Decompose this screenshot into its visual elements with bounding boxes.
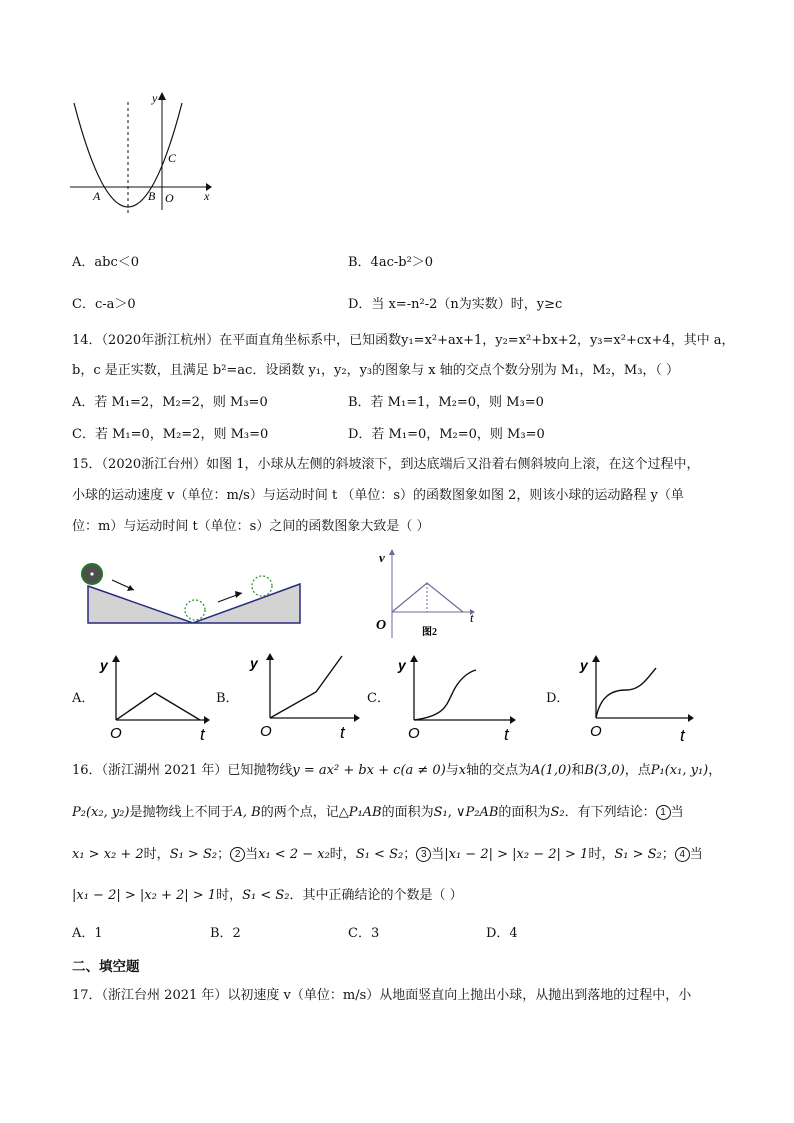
option-c-curve — [414, 670, 476, 720]
point-c-label: C — [168, 151, 177, 165]
circled-3-icon: 3 — [416, 847, 431, 862]
q16-text: 时， — [588, 847, 615, 862]
q16-ab: A, B — [233, 805, 261, 820]
q16-text: 是抛物线上不同于 — [129, 805, 234, 820]
q16-point-p1: P₁(x₁, y₁) — [650, 763, 709, 778]
q16-text: ．其中正确结论的个数是（ ） — [289, 888, 463, 903]
q16-option-a: A．1 — [72, 926, 103, 941]
arrow-up-head — [235, 591, 242, 598]
q16-text: 当 — [245, 847, 259, 862]
ghost-ball-bottom — [185, 600, 205, 620]
option-b-y-label: y — [250, 655, 258, 671]
option-b-origin: O — [260, 723, 272, 740]
q16-text: ，点 — [624, 763, 651, 778]
option-d-t-label: t — [680, 726, 685, 745]
slope-figure — [78, 560, 308, 630]
fig2-caption: 图2 — [422, 627, 437, 638]
velocity-time-figure — [370, 546, 480, 642]
option-d-y-label: y — [580, 657, 588, 673]
option-c-t-label: t — [504, 725, 509, 744]
option-d-origin: O — [590, 723, 602, 740]
q16-text: 当 — [431, 847, 445, 862]
option-c-t-arrow — [510, 716, 516, 724]
q16-condition-4: |x₁ − 2| > |x₂ + 2| > 1 — [72, 888, 217, 903]
q16-text: 当 — [689, 847, 703, 862]
q16-condition-2: x₁ < 2 − x₂ — [258, 847, 330, 862]
option-a-origin: O — [110, 725, 122, 742]
option-d-curve — [596, 668, 656, 718]
q15-option-d-graph — [576, 650, 700, 744]
q16-text: 与 — [445, 763, 459, 778]
option-b-y-arrow — [266, 653, 274, 660]
q15-stem-line1: 15．（2020浙江台州）如图 1，小球从左侧的斜坡滚下，到达底端后又沿着右侧斜坡向上滚，在这个过程中， — [72, 457, 700, 472]
q14-stem-line2: b，c 是正实数，且满足 b²=ac．设函数 y₁，y₂，y₃的图象与 x 轴的交点个数分别为 M₁，M₂，M₃，（ ） — [72, 363, 680, 378]
q16-point-p2: P₂(x₂, y₂) — [72, 805, 130, 820]
q16-text: ； — [403, 847, 417, 862]
q16-s1-p2ab: S₁, ∨P₂AB — [433, 805, 499, 820]
q16-stem-line2 — [72, 804, 684, 822]
circled-2-icon: 2 — [230, 847, 245, 862]
q16-text: 的面积为 — [498, 805, 551, 820]
option-d-t-arrow — [688, 714, 694, 722]
q16-prefix: 16．（浙江湖州 2021 年）已知抛物线 — [72, 763, 293, 778]
ball-center-dot — [90, 572, 93, 575]
q16-stem-line1 — [72, 762, 721, 780]
q16-parabola-equation: y = ax² + bx + c(a ≠ 0) — [292, 763, 446, 778]
x-axis-label: x — [204, 189, 210, 203]
q13-option-d: D．当 x=-n²-2（n为实数）时，y≥c — [348, 297, 563, 312]
q16-result-2: S₁ < S₂ — [355, 847, 404, 862]
q14-option-d: D．若 M₁=0，M₂=0，则 M₃=0 — [348, 427, 545, 442]
q16-s2: S₂ — [550, 805, 565, 820]
origin-label: O — [165, 191, 174, 205]
y-axis-label: y — [152, 91, 158, 105]
fig2-v-arrow — [389, 549, 395, 555]
fig2-origin-label: O — [376, 618, 387, 633]
ghost-ball-right — [252, 576, 272, 596]
q16-text: ； — [661, 847, 675, 862]
q15-option-c: C． — [367, 691, 390, 706]
q16-text: ， — [708, 763, 722, 778]
option-b-curve — [270, 656, 342, 718]
q16-point-a: A(1,0) — [531, 763, 572, 778]
q15-option-d: D． — [546, 691, 570, 706]
q15-option-c-graph — [394, 650, 518, 742]
q16-result-1: S₁ > S₂ — [169, 847, 218, 862]
point-b-label: B — [148, 189, 156, 203]
q16-point-b: B(3,0) — [584, 763, 625, 778]
option-d-y-arrow — [592, 655, 600, 662]
q15-option-b: B． — [216, 691, 239, 706]
q14-option-b: B．若 M₁=1，M₂=0，则 M₃=0 — [348, 395, 544, 410]
option-b-t-label: t — [340, 723, 345, 742]
q16-text: 时， — [329, 847, 356, 862]
option-c-origin: O — [408, 725, 420, 742]
option-c-y-arrow — [410, 655, 418, 662]
q15-stem-line2: 小球的运动速度 v（单位：m/s）与运动时间 t （单位：s）的函数图象如图 2，则该小球的运动路程 y（单 — [72, 488, 684, 503]
option-a-y-label: y — [100, 657, 108, 673]
q16-text: 的两个点，记△ — [260, 805, 349, 820]
q15-stem-line3: 位：m）与运动时间 t（单位：s）之间的函数图象大致是（ ） — [72, 519, 430, 534]
option-a-t-arrow — [204, 716, 210, 724]
q16-text: 当 — [670, 805, 684, 820]
q14-option-c: C．若 M₁=0，M₂=2，则 M₃=0 — [72, 427, 269, 442]
q15-option-a: A． — [72, 691, 95, 706]
q14-option-a: A．若 M₁=2，M₂=2，则 M₃=0 — [72, 395, 268, 410]
fig2-v-label: v — [379, 550, 385, 565]
option-c-y-label: y — [398, 657, 406, 673]
q15-option-b-graph — [246, 650, 362, 742]
q16-option-c: C．3 — [348, 926, 380, 941]
q16-text: 的面积为 — [381, 805, 434, 820]
q16-stem-line4 — [72, 887, 463, 905]
q16-condition-1: x₁ > x₂ + 2 — [72, 847, 144, 862]
option-b-t-arrow — [354, 714, 360, 722]
q16-text: 轴的交点为 — [466, 763, 532, 778]
q16-option-b: B．2 — [210, 926, 241, 941]
q13-option-a: A．abc＜0 — [72, 255, 140, 270]
fig2-t-label: t — [470, 610, 474, 625]
option-a-curve — [116, 693, 200, 720]
point-a-label: A — [93, 189, 101, 203]
q16-option-d: D．4 — [486, 926, 518, 941]
q17-stem-line1: 17．（浙江台州 2021 年）以初速度 v（单位：m/s）从地面竖直向上抛出小球，从抛出到落地的过程中，小 — [72, 988, 692, 1003]
q13-option-b: B．4ac-b²＞0 — [348, 255, 434, 270]
q16-text: 时， — [216, 888, 243, 903]
arrow-down-head — [127, 585, 134, 591]
option-a-y-arrow — [112, 655, 120, 662]
q16-x-var: x — [458, 763, 467, 778]
section-title: 二、填空题 — [72, 959, 140, 975]
parabola-figure — [66, 88, 216, 218]
q16-text: ； — [217, 847, 231, 862]
q16-stem-line3 — [72, 846, 703, 864]
q13-option-c: C．c-a＞0 — [72, 297, 136, 312]
option-a-t-label: t — [200, 725, 205, 744]
q16-text: 和 — [571, 763, 585, 778]
q16-result-3: S₁ > S₂ — [614, 847, 662, 862]
slope-shape — [88, 584, 300, 623]
q16-result-4: S₁ < S₂ — [242, 888, 290, 903]
q16-text: 时， — [143, 847, 170, 862]
q16-condition-3: |x₁ − 2| > |x₂ − 2| > 1 — [444, 847, 589, 862]
circled-1-icon: 1 — [656, 805, 671, 820]
circled-4-icon: 4 — [675, 847, 690, 862]
y-axis-arrow — [158, 92, 166, 100]
q16-text: ．有下列结论： — [564, 805, 656, 820]
q15-option-a-graph — [96, 650, 212, 742]
q14-stem-line1: 14．（2020年浙江杭州）在平面直角坐标系中，已知函数y₁=x²+ax+1，y₂=x²+bx+2，y₃=x²+cx+4，其中 a， — [72, 333, 735, 348]
q16-p1ab: P₁AB — [348, 805, 382, 820]
